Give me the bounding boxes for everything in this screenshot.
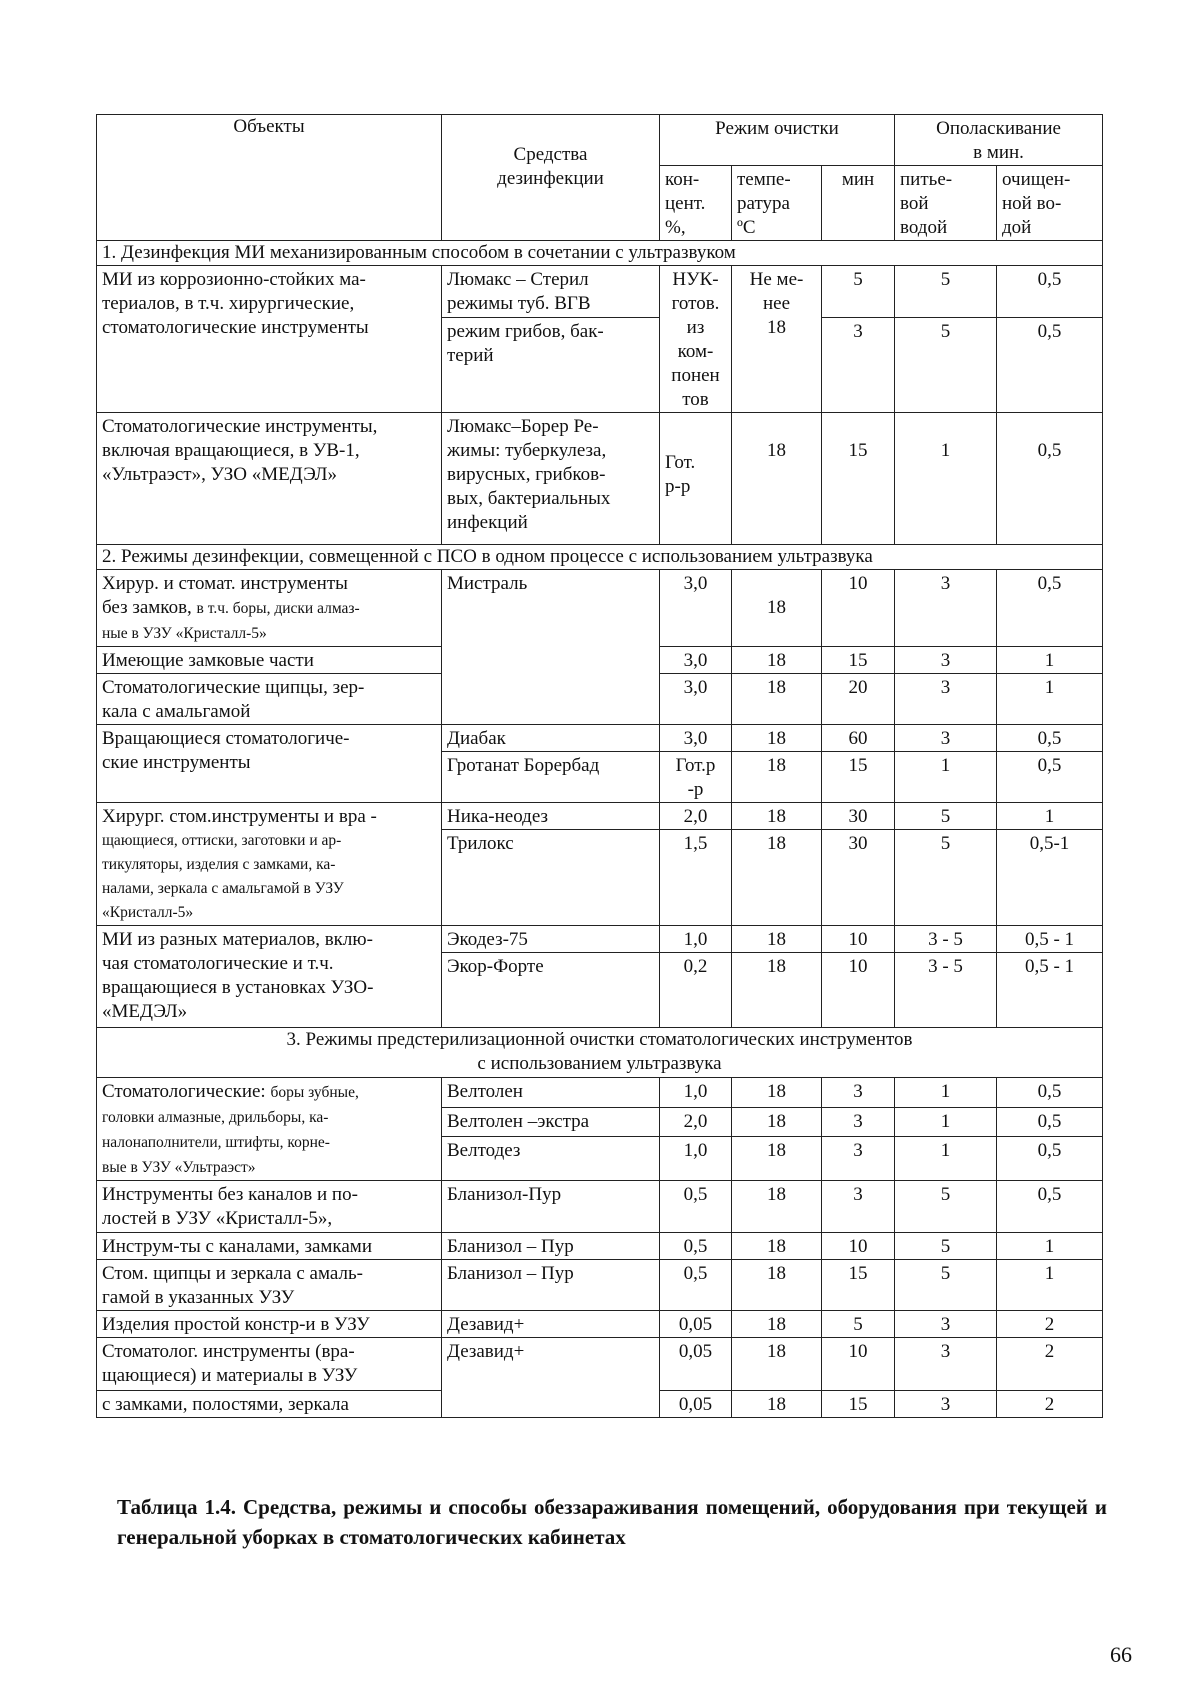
header-drinking-water: питье- вой водой: [895, 166, 997, 241]
row-object: Хирур. и стомат. инструменты без замков, в т.ч. боры, диски алмаз- ные в УЗУ «Кристалл-5»: [97, 570, 442, 647]
row-drinking-water: 3: [895, 725, 997, 752]
row-temperature: 18: [732, 1181, 822, 1233]
row-means: Экор-Форте: [442, 953, 660, 1028]
row-temperature: 18: [732, 1338, 822, 1391]
row-means: Дезавид+: [442, 1338, 660, 1418]
row-concentration: 1,0: [660, 1137, 732, 1181]
row-object: Стоматологические щипцы, зер- кала с амальгамой: [97, 674, 442, 725]
row-object: с замками, полостями, зеркала: [97, 1391, 442, 1418]
row-purified-water: 1: [997, 647, 1103, 674]
row-object: Стоматологические: боры зубные, головки алмазные, дрильборы, ка- налонаполнители, штифты, корне- вые в УЗУ «Ультраэст»: [97, 1078, 442, 1181]
row-drinking-water: 1: [895, 1078, 997, 1108]
row-concentration: 3,0: [660, 647, 732, 674]
row-purified-water: 1: [997, 674, 1103, 725]
row-minutes: 60: [822, 725, 895, 752]
row-drinking-water: 5: [895, 803, 997, 830]
row-concentration: 3,0: [660, 674, 732, 725]
row-purified-water: 2: [997, 1391, 1103, 1418]
row-minutes: 10: [822, 926, 895, 953]
row-minutes: 3: [822, 1181, 895, 1233]
row-temperature: 18: [732, 725, 822, 752]
row-drinking-water: 5: [895, 318, 997, 413]
row-means: режим грибов, бак- терий: [442, 318, 660, 413]
row-purified-water: 2: [997, 1311, 1103, 1338]
section-heading: 2. Режимы дезинфекции, совмещенной с ПСО в одном процессе с использованием ультразвука: [97, 545, 1103, 570]
row-concentration: 0,05: [660, 1311, 732, 1338]
row-minutes: 15: [822, 1391, 895, 1418]
row-object: Стом. щипцы и зеркала с амаль- гамой в указанных УЗУ: [97, 1260, 442, 1311]
row-object: Изделия простой констр-и в УЗУ: [97, 1311, 442, 1338]
header-temperature: темпе- ратура ºС: [732, 166, 822, 241]
header-minutes: мин: [822, 166, 895, 241]
row-concentration: 3,0: [660, 725, 732, 752]
row-drinking-water: 3 - 5: [895, 926, 997, 953]
row-purified-water: 0,5: [997, 752, 1103, 803]
row-concentration: 2,0: [660, 1107, 732, 1137]
row-object: МИ из коррозионно-стойких ма- териалов, в т.ч. хирургические, стоматологические инструменты: [97, 266, 442, 413]
row-concentration: 3,0: [660, 570, 732, 647]
row-temperature: 18: [732, 926, 822, 953]
row-temperature: 18: [732, 1233, 822, 1260]
row-concentration: 0,5: [660, 1260, 732, 1311]
row-means: Люмакс–Борер Ре- жимы: туберкулеза, вирусных, грибков- вых, бактериальных инфекций: [442, 413, 660, 545]
header-rinse: Ополаскивание в мин.: [895, 115, 1103, 166]
row-concentration: 0,5: [660, 1181, 732, 1233]
row-temperature: Не ме- нее 18: [732, 266, 822, 413]
row-means: Ника-неодез: [442, 803, 660, 830]
row-minutes: 3: [822, 1107, 895, 1137]
row-minutes: 5: [822, 266, 895, 318]
row-temperature: 18: [732, 953, 822, 1028]
row-concentration: 0,5: [660, 1233, 732, 1260]
row-means: Велтолен: [442, 1078, 660, 1108]
row-temperature: 18: [732, 803, 822, 830]
row-drinking-water: 3: [895, 1338, 997, 1391]
row-concentration: 0,05: [660, 1338, 732, 1391]
row-temperature: 18: [732, 830, 822, 926]
row-means: Люмакс – Стерил режимы туб. ВГВ: [442, 266, 660, 318]
row-temperature: 18: [732, 1311, 822, 1338]
row-purified-water: 0,5-1: [997, 830, 1103, 926]
row-minutes: 10: [822, 1338, 895, 1391]
row-drinking-water: 5: [895, 1260, 997, 1311]
row-drinking-water: 1: [895, 752, 997, 803]
row-purified-water: 0,5: [997, 413, 1103, 545]
row-temperature: 18: [732, 570, 822, 647]
row-means: Дезавид+: [442, 1311, 660, 1338]
row-means: Велтолен –экстра: [442, 1107, 660, 1137]
row-purified-water: 0,5: [997, 1137, 1103, 1181]
header-cleaning-mode: Режим очистки: [660, 115, 895, 166]
header-concentration: кон- цент. %,: [660, 166, 732, 241]
header-means: Средства дезинфекции: [442, 115, 660, 241]
row-drinking-water: 3: [895, 1311, 997, 1338]
row-object: Хирург. стом.инструменты и вра - щающиеся, оттиски, заготовки и ар- тикуляторы, изделия с замками, ка- налами, зеркала с амальгамой в УЗУ «Кристалл-5»: [97, 803, 442, 926]
row-minutes: 3: [822, 1137, 895, 1181]
row-minutes: 10: [822, 570, 895, 647]
row-drinking-water: 3: [895, 570, 997, 647]
row-drinking-water: 5: [895, 266, 997, 318]
row-minutes: 15: [822, 752, 895, 803]
row-drinking-water: 3: [895, 674, 997, 725]
row-concentration: Гот. р-р: [660, 413, 732, 545]
row-purified-water: 1: [997, 1233, 1103, 1260]
row-object: Инструменты без каналов и по- лостей в УЗУ «Кристалл-5»,: [97, 1181, 442, 1233]
row-concentration: 1,0: [660, 926, 732, 953]
row-means: Экодез-75: [442, 926, 660, 953]
row-concentration: Гот.р -р: [660, 752, 732, 803]
row-drinking-water: 3: [895, 1391, 997, 1418]
header-objects: Объекты: [97, 115, 442, 241]
row-minutes: 3: [822, 1078, 895, 1108]
page-number: 66: [1110, 1642, 1132, 1667]
row-object: Имеющие замковые части: [97, 647, 442, 674]
row-drinking-water: 1: [895, 1137, 997, 1181]
row-concentration: 0,2: [660, 953, 732, 1028]
row-purified-water: 1: [997, 1260, 1103, 1311]
row-temperature: 18: [732, 1137, 822, 1181]
row-concentration: 1,5: [660, 830, 732, 926]
row-concentration: 1,0: [660, 1078, 732, 1108]
row-temperature: 18: [732, 413, 822, 545]
row-drinking-water: 1: [895, 1107, 997, 1137]
row-concentration: НУК- готов. из ком- понен тов: [660, 266, 732, 413]
table-caption: Таблица 1.4. Средства, режимы и способы обеззараживания помещений, оборудования при текущей и генеральной уборках в стоматологических кабинетах: [117, 1495, 1107, 1549]
row-temperature: 18: [732, 1078, 822, 1108]
row-minutes: 30: [822, 803, 895, 830]
row-temperature: 18: [732, 1260, 822, 1311]
row-minutes: 15: [822, 647, 895, 674]
row-minutes: 10: [822, 953, 895, 1028]
row-concentration: 2,0: [660, 803, 732, 830]
row-concentration: 0,05: [660, 1391, 732, 1418]
row-purified-water: 0,5: [997, 1181, 1103, 1233]
row-purified-water: 2: [997, 1338, 1103, 1391]
disinfection-table: [96, 114, 1103, 1418]
row-temperature: 18: [732, 1391, 822, 1418]
row-purified-water: 0,5: [997, 725, 1103, 752]
row-temperature: 18: [732, 1107, 822, 1137]
row-purified-water: 0,5: [997, 318, 1103, 413]
row-purified-water: 0,5: [997, 1078, 1103, 1108]
row-drinking-water: 3: [895, 647, 997, 674]
row-purified-water: 0,5: [997, 266, 1103, 318]
row-means: Мистраль: [442, 570, 660, 725]
row-temperature: 18: [732, 647, 822, 674]
row-object: МИ из разных материалов, вклю- чая стоматологические и т.ч. вращающиеся в установках УЗО- «МЕДЭЛ»: [97, 926, 442, 1028]
row-minutes: 15: [822, 1260, 895, 1311]
row-minutes: 5: [822, 1311, 895, 1338]
row-minutes: 20: [822, 674, 895, 725]
row-purified-water: 0,5: [997, 570, 1103, 647]
row-drinking-water: 1: [895, 413, 997, 545]
section-heading: 1. Дезинфекция МИ механизированным способом в сочетании с ультразвуком: [97, 241, 1103, 266]
row-purified-water: 0,5: [997, 1107, 1103, 1137]
row-purified-water: 1: [997, 803, 1103, 830]
row-drinking-water: 5: [895, 1233, 997, 1260]
row-minutes: 30: [822, 830, 895, 926]
row-purified-water: 0,5 - 1: [997, 953, 1103, 1028]
row-means: Бланизол – Пур: [442, 1233, 660, 1260]
row-temperature: 18: [732, 674, 822, 725]
row-means: Гротанат Борербад: [442, 752, 660, 803]
row-minutes: 3: [822, 318, 895, 413]
row-means: Диабак: [442, 725, 660, 752]
row-minutes: 15: [822, 413, 895, 545]
row-means: Бланизол-Пур: [442, 1181, 660, 1233]
row-purified-water: 0,5 - 1: [997, 926, 1103, 953]
row-drinking-water: 5: [895, 830, 997, 926]
row-object: Стоматолог. инструменты (вра- щающиеся) и материалы в УЗУ: [97, 1338, 442, 1391]
row-drinking-water: 5: [895, 1181, 997, 1233]
row-temperature: 18: [732, 752, 822, 803]
row-minutes: 10: [822, 1233, 895, 1260]
row-means: Трилокс: [442, 830, 660, 926]
row-drinking-water: 3 - 5: [895, 953, 997, 1028]
row-object: Инструм-ты с каналами, замками: [97, 1233, 442, 1260]
row-means: Бланизол – Пур: [442, 1260, 660, 1311]
header-purified-water: очищен- ной во- дой: [997, 166, 1103, 241]
row-object: Стоматологические инструменты, включая вращающиеся, в УВ-1, «Ультраэст», УЗО «МЕДЭЛ»: [97, 413, 442, 545]
row-object: Вращающиеся стоматологиче- ские инструменты: [97, 725, 442, 803]
row-means: Велтодез: [442, 1137, 660, 1181]
section-heading: 3. Режимы предстерилизационной очистки стоматологических инструментов с использованием ультразвука: [97, 1028, 1103, 1078]
